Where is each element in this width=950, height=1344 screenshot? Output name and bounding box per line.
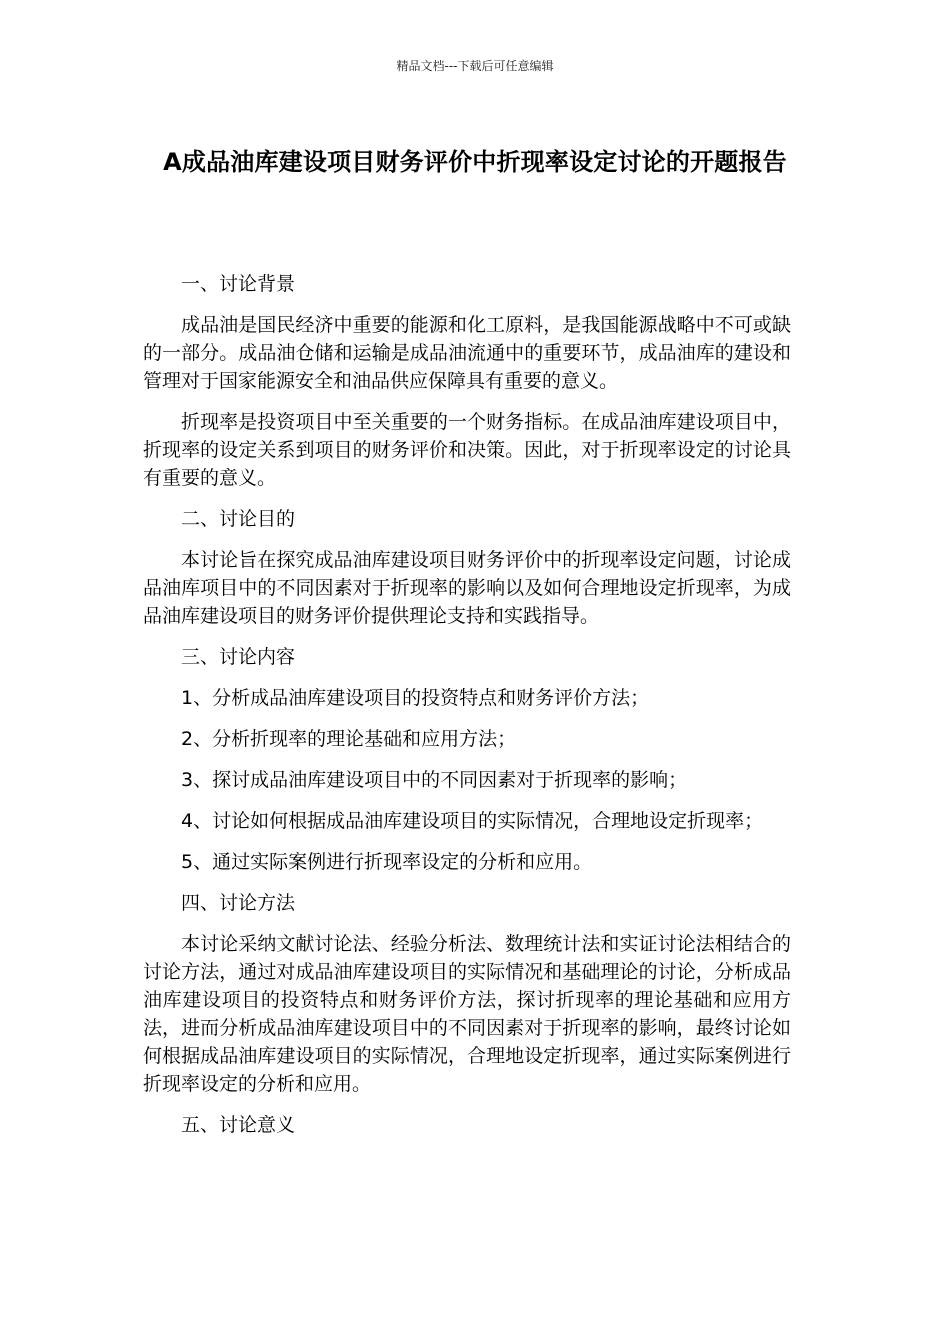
section-heading-content: 三、讨论内容	[181, 646, 296, 668]
section-heading-background: 一、讨论背景	[181, 273, 296, 295]
content-list-item: 4、讨论如何根据成品油库建设项目的实际情况，合理地设定折现率；	[181, 810, 764, 832]
background-paragraph-2: 折现率是投资项目中至关重要的一个财务指标。在成品油库建设项目中，折现率的设定关系到项目的财务评价和决策。因此，对于折现率设定的讨论具有重要的意义。	[143, 411, 791, 489]
content-list-item: 2、分析折现率的理论基础和应用方法；	[181, 728, 517, 750]
section-heading-purpose: 二、讨论目的	[181, 508, 296, 530]
content-list-item: 1、分析成品油库建设项目的投资特点和财务评价方法；	[181, 687, 650, 709]
method-paragraph: 本讨论采纳文献讨论法、经验分析法、数理统计法和实证讨论法相结合的讨论方法，通过对成品油库建设项目的实际情况和基础理论的讨论，分析成品油库建设项目的投资特点和财务评价方法，探讨折现率的理论基础和应用方法，进而分析成品油库建设项目中的不同因素对于折现率的影响，最终讨论如何根据成品油库建设项目的实际情况，合理地设定折现率，通过实际案例进行折现率设定的分析和应用。	[143, 933, 791, 1095]
background-paragraph-1: 成品油是国民经济中重要的能源和化工原料，是我国能源战略中不可或缺的一部分。成品油仓储和运输是成品油流通中的重要环节，成品油库的建设和管理对于国家能源安全和油品供应保障具有重要的意义。	[143, 314, 791, 392]
purpose-paragraph: 本讨论旨在探究成品油库建设项目财务评价中的折现率设定问题，讨论成品油库项目中的不同因素对于折现率的影响以及如何合理地设定折现率，为成品油库建设项目的财务评价提供理论支持和实践指导。	[143, 549, 791, 627]
document-title: A成品油库建设项目财务评价中折现率设定讨论的开题报告	[163, 148, 787, 176]
section-heading-significance: 五、讨论意义	[181, 1114, 296, 1136]
document-body	[143, 270, 791, 1152]
content-list-item: 5、通过实际案例进行折现率设定的分析和应用。	[181, 851, 593, 873]
page-header: 精品文档---下载后可任意编辑	[396, 59, 554, 73]
section-heading-method: 四、讨论方法	[181, 892, 296, 914]
content-list-item: 3、探讨成品油库建设项目中的不同因素对于折现率的影响；	[181, 769, 688, 791]
